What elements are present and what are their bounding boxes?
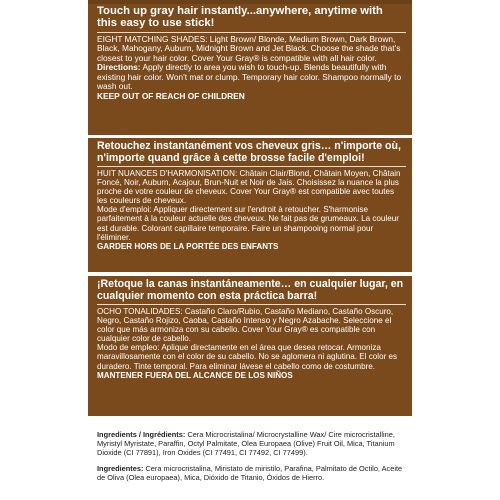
spanish-headline: ¡Retoque la canas instantáneamente… en cualquier lugar, en cualquier momento con esta práctica barra! xyxy=(97,278,404,302)
ingredients-label: Ingredients / Ingrédients: xyxy=(97,430,186,439)
french-warning: GARDER HORS DE LA PORTÉE DES ENFANTS xyxy=(97,241,279,251)
spanish-divider xyxy=(97,304,406,305)
ingredientes-text: Cera microcristalina, Miristato de miristilo, Parafina, Palmitato de Octilo, Aceite de Oliva (Olea europaea), Mica, Dióxido de Titanio, Óxidos de Hierro. xyxy=(97,464,403,482)
spanish-warning: MANTENER FUERA DEL ALCANCE DE LOS NIÑOS xyxy=(97,370,293,380)
french-body xyxy=(88,169,412,251)
ingredients-spanish xyxy=(97,464,406,482)
english-warning: KEEP OUT OF REACH OF CHILDREN xyxy=(97,90,245,101)
ingredients-text: Cera Microcristalina/ Microcrystalline Wax/ Cire microcristalline, Myristyl Myristate, Paraffin, Octyl Palmitate, Olea Europaea (Olive) Fruit Oil, Mica, Titanium Dioxide (CI 77891), Iron Oxides (CI 77491, CI 77492, CI 77499). xyxy=(97,430,395,457)
english-headline: Touch up gray hair instantly...anywhere, anytime with this easy to use stick! xyxy=(97,5,383,30)
english-body xyxy=(88,35,412,102)
english-divider xyxy=(97,32,406,33)
spanish-shades: OCHO TONALIDADES: Castaño Claro/Rubio, Castaño Mediano, Castaño Oscuro, Negro, Castaño Rojizo, Caoba, Castaño Intenso y Negro Azabache. Seleccione el color que más armoniza con su cabello. Cover Your Gray® es compatible con cualquier color de cabello. xyxy=(97,307,394,344)
french-directions: Mode d'emploi: Appliquer directement sur l'endroit à retoucher. S'harmonise parfaitement à la couleur actuelle des cheveux. Ne fait pas de grumeaux. La couleur est durable. Colorant capillaire temporaire. Faire un shampooing normal pour l'éliminer. xyxy=(97,205,399,242)
spanish-directions: Modo de empleo: Aplique directamente en el área que desea retocar. Armoniza maravillosamente con el color de su cabello. No se aglomera ni aglutina. El color es duradero. Tinte temporal. Para eliminar lávese el cabello como de costumbre. xyxy=(97,343,398,371)
english-directions-label: Directions: xyxy=(97,62,141,73)
ingredientes-label: Ingredientes: xyxy=(97,464,144,473)
ingredients-english xyxy=(97,430,406,457)
ingredients-block xyxy=(88,419,412,482)
french-headline: Retouchez instantanément vos cheveux gris… n'importe où, n'importe quand grâce à cette brosse facile d'emploi! xyxy=(97,140,401,164)
ingredients-section xyxy=(88,419,412,500)
english-section xyxy=(88,4,412,135)
french-section xyxy=(88,138,412,272)
section-divider xyxy=(88,272,412,275)
french-shades: HUIT NUANCES D'HARMONISATION: Châtain Clair/Blond, Châtain Moyen, Châtain Foncé, Noir, Auburn, Acajour, Brun-Nuit et Noir de Jais. Choisissez la nuance la plus proche de votre couleur de cheveux. Cover Your Gray® est compatible avec toutes les couleurs de cheveux. xyxy=(97,169,401,206)
english-directions-text: Apply directly to area you wish to touch-up. Blends beautifully with existing hair color. Won't mat or clump. Temporary hair color. Shampoo normally to wash out. xyxy=(97,62,402,92)
french-divider xyxy=(97,166,406,167)
english-directions xyxy=(97,63,404,92)
spanish-body xyxy=(88,307,412,380)
english-shades: EIGHT MATCHING SHADES: Light Brown/ Blonde, Medium Brown, Dark Brown, Black, Mahogany, Auburn, Midnight Brown and Jet Black. Choose the shade that's closest to your hair color. Cover Your Gray® is compatible with all hair color. xyxy=(97,33,401,63)
spanish-section xyxy=(88,276,412,416)
